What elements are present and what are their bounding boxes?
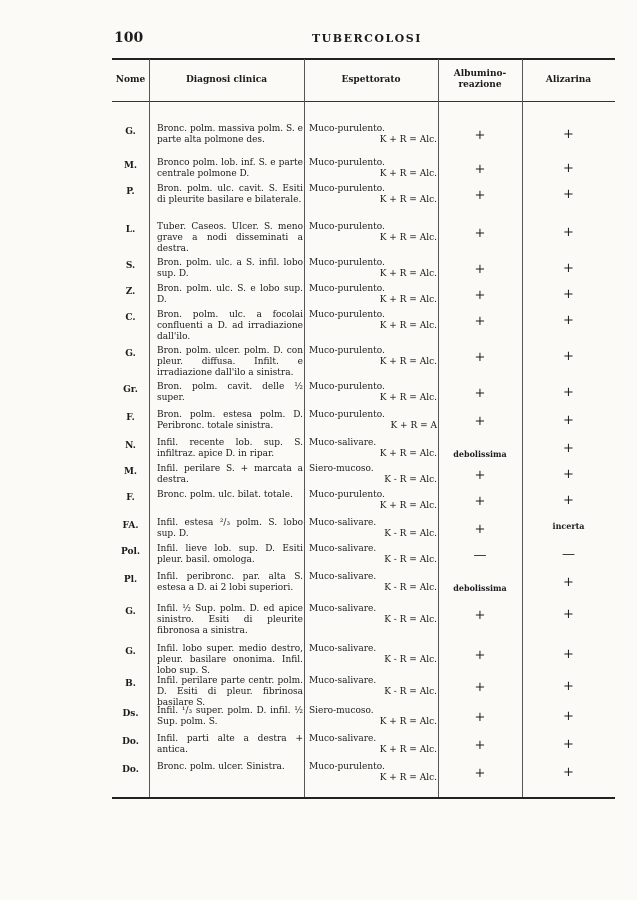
alizarin-result: + <box>563 225 574 240</box>
sputum-reaction: K + R = Alc. <box>379 195 437 205</box>
sputum-type: Siero-mucoso. <box>309 706 374 716</box>
header-albumino-reazione: Albumino-reazione <box>453 69 507 90</box>
sputum-type: Muco-purulento. <box>309 184 385 194</box>
patient-name: FA. <box>122 521 139 531</box>
albumin-reaction: + <box>474 648 486 663</box>
sputum-type: Muco-purulento. <box>309 490 385 500</box>
albumin-reaction: + <box>474 608 486 623</box>
albumin-reaction: + <box>474 226 486 241</box>
albumin-reaction: debolissima <box>453 583 507 593</box>
sputum-reaction: K + R = Alc. <box>379 269 437 279</box>
alizarin-result: + <box>563 467 574 482</box>
patient-name: L. <box>125 225 136 235</box>
clinical-diagnosis: Bron. polm. ulc. a S. infil. lobo sup. D. <box>157 258 303 279</box>
sputum-reaction: K + R = Alc. <box>379 321 437 331</box>
patient-name: Gr. <box>123 385 138 395</box>
sputum-reaction: K - R = Alc. <box>384 529 437 539</box>
albumin-reaction: + <box>474 766 486 781</box>
albumin-reaction: + <box>474 738 486 753</box>
clinical-diagnosis: Bron. polm. cavit. delle ½ super. <box>157 382 303 403</box>
sputum-type: Muco-purulento. <box>309 284 385 294</box>
clinical-diagnosis: Infil. estesa ²/₃ polm. S. lobo sup. D. <box>157 518 303 539</box>
header-alizarina: Alizarina <box>545 74 592 85</box>
alizarin-result: + <box>563 679 574 694</box>
alizarin-result: + <box>563 647 574 662</box>
albumin-reaction: — <box>473 548 487 563</box>
sputum-type: Muco-purulento. <box>309 410 385 420</box>
alizarin-result: + <box>563 349 574 364</box>
header-espettorato: Espettorato <box>341 74 401 85</box>
sputum-reaction: K - R = Alc. <box>384 583 437 593</box>
patient-name: C. <box>125 313 136 323</box>
patient-name: M. <box>123 467 138 477</box>
clinical-diagnosis: Bronco polm. lob. inf. S. e parte centrale polmone D. <box>157 158 303 179</box>
patient-name: F. <box>126 413 135 423</box>
clinical-diagnosis: Bronc. polm. ulcer. Sinistra. <box>157 762 285 772</box>
patient-name: Do. <box>122 765 139 775</box>
patient-name: G. <box>125 607 136 617</box>
sputum-reaction: K + R = Alc. <box>379 295 437 305</box>
clinical-diagnosis: Tuber. Caseos. Ulcer. S. meno grave a nodi disseminati a destra. <box>157 222 303 254</box>
alizarin-result: + <box>563 385 574 400</box>
clinical-diagnosis: Infil. lieve lob. sup. D. Esiti pleur. basil. omologa. <box>157 544 303 565</box>
sputum-reaction: K - R = Alc. <box>384 687 437 697</box>
sputum-type: Muco-salivare. <box>309 438 377 448</box>
alizarin-result: + <box>563 575 574 590</box>
sputum-reaction: K + R = Alc. <box>379 393 437 403</box>
header-diagnosi: Diagnosi clinica <box>185 74 268 85</box>
column-divider <box>304 59 305 797</box>
albumin-reaction: + <box>474 188 486 203</box>
alizarin-result: + <box>563 313 574 328</box>
alizarin-result: — <box>562 547 575 562</box>
patient-name: M. <box>123 161 138 171</box>
alizarin-result: + <box>563 607 574 622</box>
albumin-reaction: + <box>474 414 486 429</box>
patient-name: G. <box>125 647 136 657</box>
albumin-reaction: + <box>474 262 486 277</box>
clinical-diagnosis: Infil. recente lob. sup. S. infiltraz. apice D. in ripar. <box>157 438 303 459</box>
clinical-diagnosis: Bron. polm. ulcer. polm. D. con pleur. diffusa. Infilt. e irradiazione dall'ilo a sinistra. <box>157 346 303 378</box>
clinical-diagnosis: Bron. polm. ulc. a focolai confluenti a D. ad irradiazione dall'ilo. <box>157 310 303 342</box>
sputum-reaction: K + R = Alc. <box>379 745 437 755</box>
clinical-diagnosis: Infil. perilare parte centr. polm. D. Esiti di pleur. fibrinosa basilare S. <box>157 676 303 708</box>
sputum-reaction: K - R = Alc. <box>384 555 437 565</box>
sputum-type: Muco-salivare. <box>309 734 377 744</box>
clinical-diagnosis: Infil. perilare S. + marcata a destra. <box>157 464 303 485</box>
albumin-reaction: + <box>474 162 486 177</box>
sputum-reaction: K + R = Alc. <box>379 169 437 179</box>
sputum-reaction: K + R = Alc. <box>379 357 437 367</box>
sputum-type: Muco-purulento. <box>309 258 385 268</box>
patient-name: Pl. <box>123 575 138 585</box>
alizarin-result: + <box>563 127 574 142</box>
patient-name: P. <box>126 187 135 197</box>
alizarin-result: + <box>563 261 574 276</box>
sputum-type: Muco-salivare. <box>309 544 377 554</box>
column-divider <box>149 59 150 797</box>
sputum-type: Muco-salivare. <box>309 572 377 582</box>
sputum-type: Muco-purulento. <box>309 762 385 772</box>
sputum-reaction: K - R = Alc. <box>384 615 437 625</box>
clinical-diagnosis: Infil. ½ Sup. polm. D. ed apice sinistro. Esiti di pleurite fibronosa a sinistra. <box>157 604 303 636</box>
sputum-type: Muco-purulento. <box>309 310 385 320</box>
alizarin-result: incerta <box>552 521 585 531</box>
albumin-reaction: + <box>474 386 486 401</box>
clinical-diagnosis: Bron. polm. ulc. cavit. S. Esiti di pleurite basilare e bilaterale. <box>157 184 303 205</box>
sputum-type: Muco-salivare. <box>309 644 377 654</box>
running-head: TUBERCOLOSI <box>312 32 422 45</box>
clinical-diagnosis: Infil. peribronc. par. alta S. estesa a D. ai 2 lobi superiori. <box>157 572 303 593</box>
alizarin-result: + <box>563 161 574 176</box>
albumin-reaction: + <box>474 494 486 509</box>
sputum-type: Muco-purulento. <box>309 382 385 392</box>
clinical-diagnosis: Bronc. polm. massiva polm. S. e parte alta polmone des. <box>157 124 303 145</box>
albumin-reaction: + <box>474 128 486 143</box>
sputum-reaction: K + R = Alc. <box>379 135 437 145</box>
patient-name: Ds. <box>122 709 139 719</box>
sputum-type: Muco-purulento. <box>309 158 385 168</box>
sputum-type: Muco-salivare. <box>309 604 377 614</box>
albumin-reaction: + <box>474 468 486 483</box>
albumin-reaction: + <box>474 680 486 695</box>
sputum-reaction: K + R = Alc. <box>379 501 437 511</box>
alizarin-result: + <box>563 413 574 428</box>
page-number: 100 <box>114 30 144 46</box>
albumin-reaction: debolissima <box>453 449 507 459</box>
alizarin-result: + <box>563 287 574 302</box>
sputum-reaction: K + R = Alc. <box>379 773 437 783</box>
clinical-diagnosis: Bronc. polm. ulc. bilat. totale. <box>157 490 293 500</box>
clinical-diagnosis: Bron. polm. ulc. S. e lobo sup. D. <box>157 284 303 305</box>
sputum-type: Muco-purulento. <box>309 222 385 232</box>
clinical-diagnosis: Bron. polm. estesa polm. D. Peribronc. totale sinistra. <box>157 410 303 431</box>
sputum-type: Siero-mucoso. <box>309 464 374 474</box>
sputum-reaction: K - R = Alc. <box>384 475 437 485</box>
albumin-reaction: + <box>474 522 486 537</box>
alizarin-result: + <box>563 187 574 202</box>
alizarin-result: + <box>563 737 574 752</box>
clinical-diagnosis: Infil. lobo super. medio destro, pleur. basilare ononima. Infil. lobo sup. S. <box>157 644 303 676</box>
sputum-type: Muco-salivare. <box>309 676 377 686</box>
patient-name: N. <box>125 441 136 451</box>
sputum-reaction: K - R = Alc. <box>384 655 437 665</box>
header-nome: Nome <box>115 74 146 85</box>
sputum-reaction: K + R = Alc. <box>379 717 437 727</box>
patient-name: Pol. <box>120 547 141 557</box>
patient-name: S. <box>125 261 136 271</box>
alizarin-result: + <box>563 709 574 724</box>
patient-name: B. <box>125 679 136 689</box>
patient-name: G. <box>125 349 136 359</box>
sputum-type: Muco-salivare. <box>309 518 377 528</box>
albumin-reaction: + <box>474 288 486 303</box>
albumin-reaction: + <box>474 350 486 365</box>
patient-name: Do. <box>122 737 139 747</box>
albumin-reaction: + <box>474 314 486 329</box>
albumin-reaction: + <box>474 710 486 725</box>
sputum-reaction: K + R = Alc. <box>379 233 437 243</box>
patient-name: Z. <box>125 287 136 297</box>
alizarin-result: + <box>563 493 574 508</box>
patient-name: G. <box>125 127 136 137</box>
alizarin-result: + <box>563 765 574 780</box>
clinical-diagnosis: Infil. parti alte a destra + antica. <box>157 734 303 755</box>
table-header-rule <box>112 101 615 102</box>
sputum-reaction: K + R = Alc. <box>379 449 437 459</box>
sputum-type: Muco-purulento. <box>309 124 385 134</box>
table-bottom-rule <box>112 797 615 799</box>
sputum-reaction: K + R = A <box>390 421 437 431</box>
alizarin-result: + <box>563 441 574 456</box>
clinical-diagnosis: Infil. ¹/₃ super. polm. D. infil. ½ Sup. polm. S. <box>157 706 303 727</box>
sputum-type: Muco-purulento. <box>309 346 385 356</box>
patient-name: F. <box>126 493 135 503</box>
